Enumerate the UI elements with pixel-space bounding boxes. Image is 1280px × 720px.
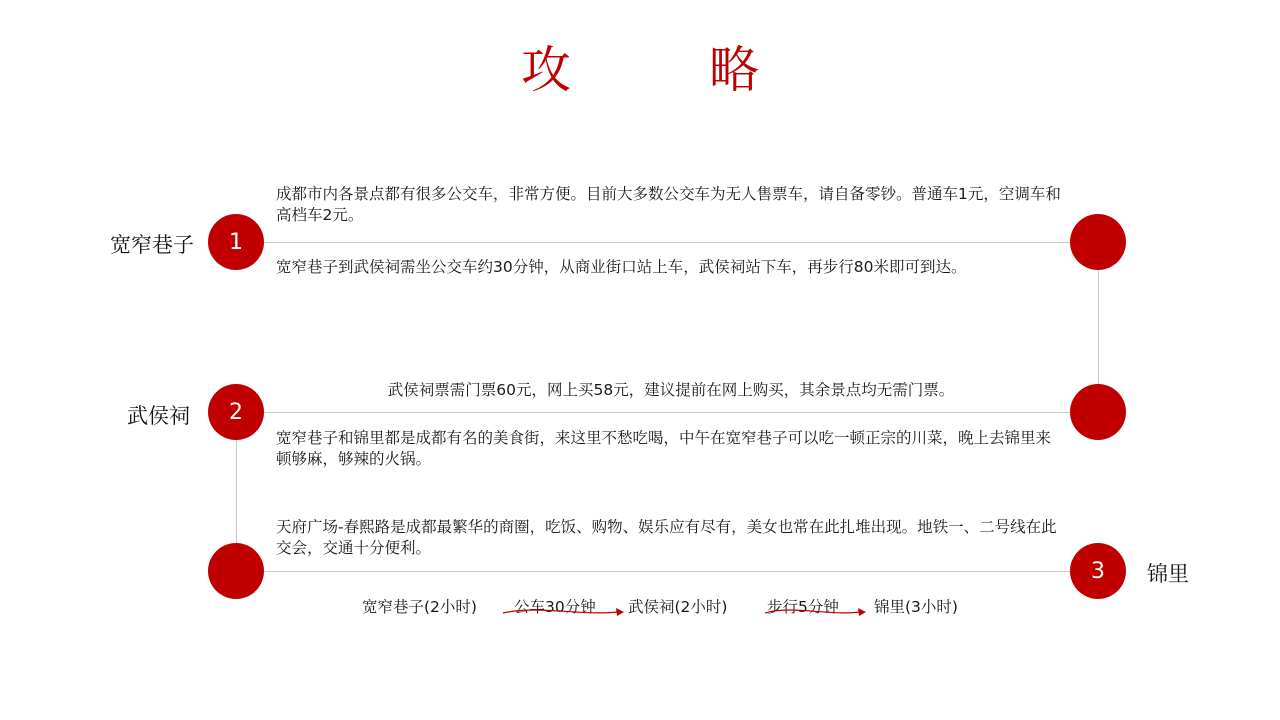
transfer-arrow-1 [503, 608, 624, 616]
stop-label-3: 锦里 [1147, 562, 1189, 586]
itinerary-stop-2: 武侯祠(2小时) [628, 598, 728, 616]
itinerary-transfer-2: 步行5分钟 [767, 598, 839, 616]
stop-number-3: 3 [1091, 558, 1105, 584]
ticket-info-text: 武侯祠票需门票60元，网上买58元，建议提前在网上购买，其余景点均无需门票。 [387, 381, 955, 399]
shopping-info-text: 天府广场-春熙路是成都最繁华的商圈，吃饭、购物、娱乐应有尽有，美女也常在此扎堆出现。地铁一、二号线在此交会，交通十分便利。 [276, 518, 1057, 557]
food-info-text: 宽窄巷子和锦里都是成都有名的美食街，来这里不愁吃喝，中午在宽窄巷子可以吃一顿正宗的川菜，晚上去锦里来顿够麻，够辣的火锅。 [276, 429, 1052, 468]
stop-number-2: 2 [229, 399, 243, 425]
transfer-arrow-2 [765, 608, 866, 616]
stop-label-1: 宽窄巷子 [110, 233, 194, 257]
route-1-2-text: 宽窄巷子到武侯祠需坐公交车约30分钟，从商业街口站上车，武侯祠站下车，再步行80米即可到达。 [276, 258, 967, 276]
bus-info-text: 成都市内各景点都有很多公交车，非常方便。目前大多数公交车为无人售票车，请自备零钞。普通车1元，空调车和高档车2元。 [276, 185, 1061, 224]
itinerary-transfer-1: 公车30分钟 [514, 598, 596, 616]
stop-number-1: 1 [229, 229, 243, 255]
page-title: 攻 略 [521, 41, 803, 99]
stop-label-2: 武侯祠 [127, 404, 190, 428]
itinerary-stop-3: 锦里(3小时) [874, 598, 958, 616]
itinerary-stop-1: 宽窄巷子(2小时) [362, 598, 477, 616]
